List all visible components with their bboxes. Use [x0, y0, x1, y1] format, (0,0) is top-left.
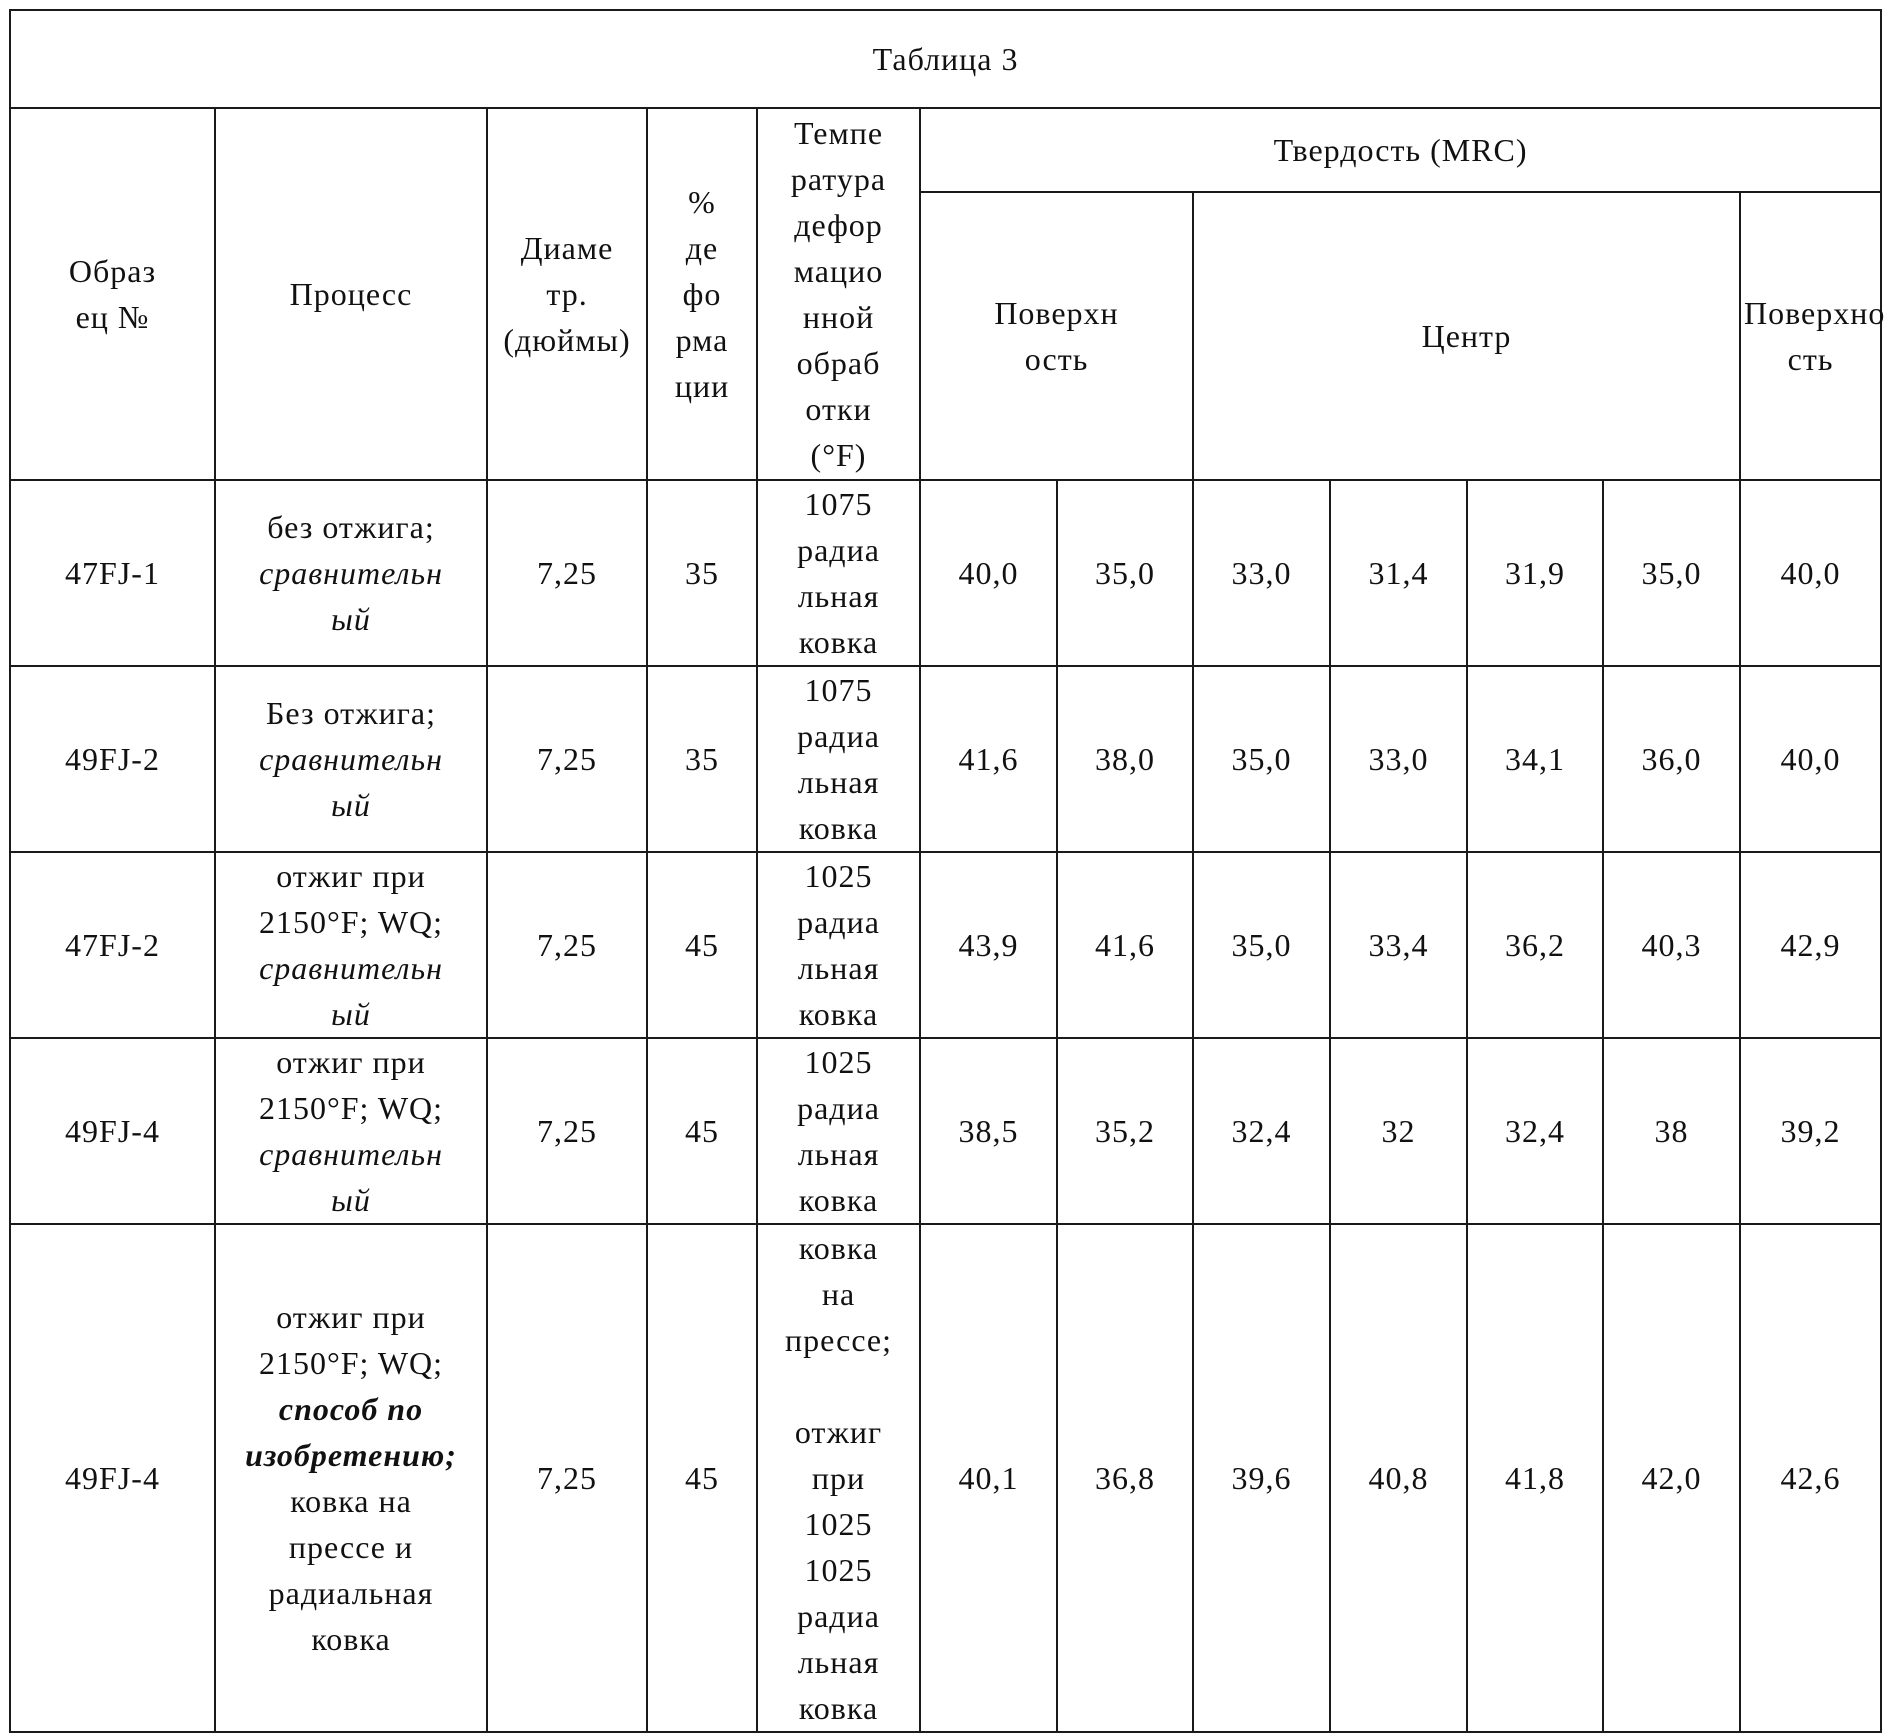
cell-temperature-line: ковка — [798, 1690, 879, 1726]
cell-process-line: ый — [331, 787, 371, 823]
header-temperature-line: (°F) — [810, 437, 867, 473]
cell-hardness: 35,0 — [1193, 852, 1330, 1038]
cell-hardness: 42,0 — [1603, 1224, 1740, 1732]
header-deformation-line: де — [685, 230, 719, 266]
header-deformation — [647, 108, 757, 480]
header-deformation-line: фо — [682, 276, 722, 312]
cell-hardness: 33,0 — [1193, 480, 1330, 666]
cell-hardness: 42,6 — [1740, 1224, 1881, 1732]
cell-process — [215, 1224, 487, 1732]
cell-temperature — [757, 666, 920, 852]
cell-diameter: 7,25 — [487, 480, 647, 666]
cell-process-line: ый — [331, 996, 371, 1032]
cell-temperature-line: радиа — [797, 532, 880, 568]
cell-hardness: 38,5 — [920, 1038, 1057, 1224]
cell-diameter: 7,25 — [487, 666, 647, 852]
cell-hardness: 35,2 — [1057, 1038, 1193, 1224]
cell-process-line: 2150°F; WQ; — [258, 904, 444, 940]
cell-process-line: сравнительн — [259, 555, 443, 591]
cell-deformation: 45 — [647, 852, 757, 1038]
table-caption: Таблица 3 — [10, 10, 1881, 108]
cell-temperature-line: радиа — [797, 1090, 880, 1126]
cell-temperature-line: отжиг — [794, 1414, 883, 1450]
cell-process-line: отжиг при — [276, 858, 426, 894]
cell-diameter: 7,25 — [487, 1038, 647, 1224]
cell-hardness: 31,4 — [1330, 480, 1467, 666]
cell-temperature — [757, 852, 920, 1038]
header-center: Центр — [1193, 192, 1740, 480]
cell-sample: 49FJ-4 — [10, 1038, 215, 1224]
cell-hardness: 41,8 — [1467, 1224, 1603, 1732]
cell-hardness: 32 — [1330, 1038, 1467, 1224]
cell-temperature-line: 1025 — [804, 858, 873, 894]
cell-hardness: 41,6 — [1057, 852, 1193, 1038]
header-sample-line: Образ — [68, 253, 157, 289]
table-row — [10, 1224, 1881, 1732]
cell-hardness: 31,9 — [1467, 480, 1603, 666]
cell-sample: 47FJ-2 — [10, 852, 215, 1038]
cell-process-line: способ по — [278, 1391, 424, 1427]
cell-hardness: 36,0 — [1603, 666, 1740, 852]
header-process: Процесс — [215, 108, 487, 480]
cell-temperature-line: льная — [797, 1136, 880, 1172]
cell-hardness: 33,4 — [1330, 852, 1467, 1038]
header-sample-line: ец № — [75, 299, 150, 335]
header-diameter-line: Диаме — [520, 230, 614, 266]
cell-temperature-line: 1075 — [804, 486, 873, 522]
data-table — [9, 9, 1886, 1733]
cell-hardness: 36,2 — [1467, 852, 1603, 1038]
cell-process-line: ковка на — [290, 1483, 412, 1519]
cell-process-line: сравнительн — [259, 1136, 443, 1172]
cell-hardness: 39,2 — [1740, 1038, 1881, 1224]
cell-temperature-line: ковка — [798, 1230, 879, 1266]
cell-hardness: 32,4 — [1193, 1038, 1330, 1224]
cell-process-line: Без отжига; — [265, 695, 436, 731]
cell-temperature-line: льная — [797, 764, 880, 800]
cell-hardness: 39,6 — [1193, 1224, 1330, 1732]
header-temperature-line: мацио — [793, 253, 884, 289]
cell-temperature-line: 1025 — [804, 1552, 873, 1588]
cell-temperature-line — [761, 1363, 916, 1409]
cell-hardness: 40,0 — [920, 480, 1057, 666]
header-deformation-line: % — [688, 184, 716, 220]
cell-temperature-line: 1025 — [804, 1044, 873, 1080]
cell-temperature-line: радиа — [797, 1598, 880, 1634]
cell-process — [215, 852, 487, 1038]
cell-hardness: 40,0 — [1740, 666, 1881, 852]
cell-temperature-line: ковка — [798, 996, 879, 1032]
cell-temperature-line: 1075 — [804, 672, 873, 708]
cell-process-line: ый — [331, 1182, 371, 1218]
table-row — [10, 852, 1881, 1038]
cell-process — [215, 666, 487, 852]
header-temperature-line: отки — [805, 391, 872, 427]
cell-hardness: 32,4 — [1467, 1038, 1603, 1224]
cell-temperature-line: ковка — [798, 810, 879, 846]
cell-temperature-line: ковка — [798, 1182, 879, 1218]
cell-hardness: 34,1 — [1467, 666, 1603, 852]
cell-process-line: сравнительн — [259, 950, 443, 986]
cell-hardness: 43,9 — [920, 852, 1057, 1038]
cell-diameter: 7,25 — [487, 1224, 647, 1732]
cell-hardness: 38,0 — [1057, 666, 1193, 852]
cell-temperature — [757, 1224, 920, 1732]
header-deformation-line: рма — [675, 322, 729, 358]
table-row — [10, 1038, 1881, 1224]
cell-temperature-line: льная — [797, 1644, 880, 1680]
cell-temperature — [757, 480, 920, 666]
cell-temperature-line: 1025 — [804, 1506, 873, 1542]
header-temperature-line: дефор — [794, 207, 883, 243]
cell-temperature-line: радиа — [797, 718, 880, 754]
cell-process-line: ый — [331, 601, 371, 637]
cell-hardness: 35,0 — [1193, 666, 1330, 852]
cell-process-line: 2150°F; WQ; — [258, 1090, 444, 1126]
cell-temperature — [757, 1038, 920, 1224]
header-temperature-line: обраб — [796, 345, 881, 381]
cell-process-line: 2150°F; WQ; — [258, 1345, 444, 1381]
cell-deformation: 35 — [647, 480, 757, 666]
cell-process-line: радиальная — [268, 1575, 434, 1611]
cell-deformation: 45 — [647, 1224, 757, 1732]
table-body — [10, 480, 1881, 1732]
cell-process-line: изобретению; — [245, 1437, 457, 1473]
cell-hardness: 36,8 — [1057, 1224, 1193, 1732]
cell-temperature-line: радиа — [797, 904, 880, 940]
cell-hardness: 42,9 — [1740, 852, 1881, 1038]
cell-process-line: прессе и — [288, 1529, 414, 1565]
cell-process-line: сравнительн — [259, 741, 443, 777]
cell-hardness: 35,0 — [1603, 480, 1740, 666]
cell-hardness: 38 — [1603, 1038, 1740, 1224]
cell-process-line: отжиг при — [276, 1044, 426, 1080]
cell-temperature-line: прессе; — [784, 1322, 892, 1358]
table-row — [10, 666, 1881, 852]
cell-hardness: 40,0 — [1740, 480, 1881, 666]
header-temperature-line: нной — [802, 299, 875, 335]
cell-temperature-line: на — [821, 1276, 856, 1312]
cell-temperature-line: ковка — [798, 624, 879, 660]
cell-hardness: 40,1 — [920, 1224, 1057, 1732]
cell-hardness: 33,0 — [1330, 666, 1467, 852]
header-surface-left — [920, 192, 1193, 480]
cell-diameter: 7,25 — [487, 852, 647, 1038]
cell-process-line: отжиг при — [276, 1299, 426, 1335]
table-row — [10, 480, 1881, 666]
header-diameter — [487, 108, 647, 480]
header-sample — [10, 108, 215, 480]
cell-temperature-line: при — [811, 1460, 866, 1496]
header-deformation-line: ции — [674, 368, 730, 404]
header-temperature-line: Темпе — [793, 115, 884, 151]
header-temperature-line: ратура — [790, 161, 887, 197]
header-diameter-line: (дюймы) — [503, 322, 631, 358]
header-diameter-line: тр. — [546, 276, 588, 312]
header-surface-right — [1740, 192, 1886, 480]
cell-sample: 49FJ-2 — [10, 666, 215, 852]
cell-process — [215, 480, 487, 666]
cell-hardness: 35,0 — [1057, 480, 1193, 666]
cell-hardness: 41,6 — [920, 666, 1057, 852]
cell-deformation: 35 — [647, 666, 757, 852]
header-hardness: Твердость (MRC) — [920, 108, 1881, 192]
header-temperature — [757, 108, 920, 480]
cell-deformation: 45 — [647, 1038, 757, 1224]
cell-process — [215, 1038, 487, 1224]
cell-hardness: 40,3 — [1603, 852, 1740, 1038]
cell-process-line: ковка — [311, 1621, 391, 1657]
cell-temperature-line: льная — [797, 578, 880, 614]
cell-sample: 49FJ-4 — [10, 1224, 215, 1732]
cell-sample: 47FJ-1 — [10, 480, 215, 666]
cell-temperature-line: льная — [797, 950, 880, 986]
header-surface-left-line: ость — [1024, 341, 1089, 377]
cell-process-line: без отжига; — [267, 509, 435, 545]
header-surface-right-line: сть — [1787, 341, 1834, 377]
cell-hardness: 40,8 — [1330, 1224, 1467, 1732]
header-surface-left-line: Поверхн — [994, 295, 1119, 331]
header-surface-right-line: Поверхно — [1744, 295, 1886, 331]
